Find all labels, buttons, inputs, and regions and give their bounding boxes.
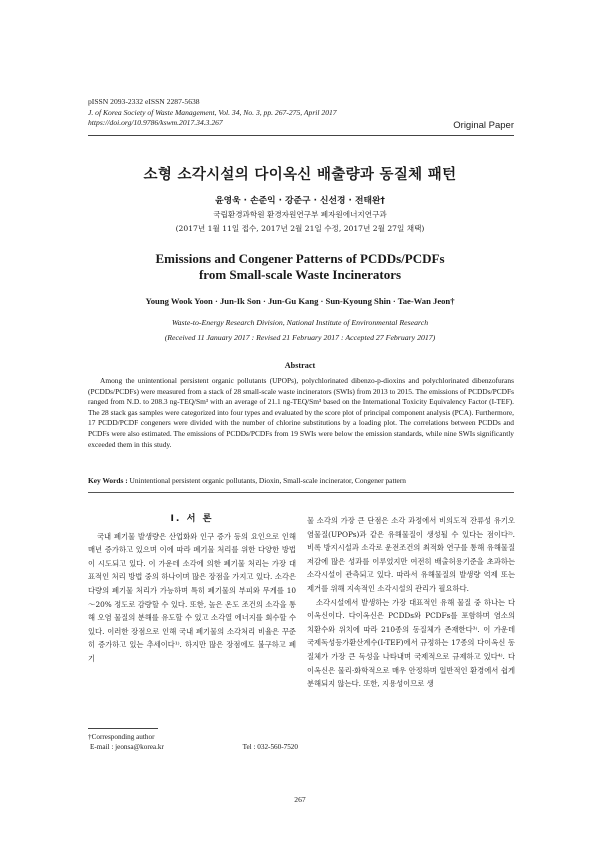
contact-row [88,742,298,752]
author-email[interactable]: E-mail : jeonsa@korea.kr [90,743,164,751]
korean-title: 소형 소각시설의 다이옥신 배출량과 동질체 패턴 [143,167,457,183]
intro-paragraph-1-continued: 물 소각의 가장 큰 단점은 소각 과정에서 비의도적 잔류성 유기오염물질(UPOPs)과 같은 유해물질이 생성될 수 있다는 점이다²⁾. 비록 방지시설과 소각로 운전조건의 최적화 연구를 통해 유해물질 저감에 많은 성과를 이루었지만 여전히 배출허용기준을 초과하는 소각시설이 관측되고 있다. 따라서 유해물질의 발생량 억제 또는 제거를 위해 지속적인 소각시설의 관리가 필요하다. [307,516,515,593]
intro-paragraph-1: 국내 폐기물 발생량은 산업화와 인구 증가 등의 요인으로 인해 매년 증가하고 있으며 이에 따라 폐기물 처리를 위한 다양한 방법이 시도되고 있다. 이 가운데 소각에 의한 폐기물 처리는 가장 대표적인 처리 방법 중의 하나이며 많은 장점을 가지고 있다. 소각은 다량의 폐기물 처리가 가능하며 특히 폐기물의 부피와 무게를 10～20% 정도로 감량할 수 있다. 또한, 높은 온도 조건의 소각을 통해 오염 물질의 분해를 유도할 수 있고 소각열 에너지를 회수할 수 있다. 이러한 장점으로 인해 국내 폐기물의 소각처리 비율은 꾸준히 증가하고 있는 추세이다¹⁾. 하지만 많은 장점에도 불구하고 폐기 [88,531,296,663]
english-title [0,251,600,283]
abstract-divider [88,492,514,493]
keywords [88,476,514,485]
keywords-label: Key Words : [88,476,128,485]
footnote [88,732,298,752]
issn-line: pISSN 2093-2332 eISSN 2287-5638 [88,97,200,106]
english-authors: Young Wook Yoon · Jun-Ik Son · Jun-Gu Kang · Sun-Kyoung Shin · Tae-Wan Jeon† [145,296,455,306]
footnote-divider [88,728,158,729]
doi-link[interactable]: https://doi.org/10.9786/kswm.2017.34.3.267 [88,118,223,127]
body-right-column [307,514,515,691]
korean-dates: (2017년 1월 11일 접수, 2017년 2월 21일 수정, 2017년 2월 27일 채택) [175,224,425,233]
author-phone: Tel : 032-560-7520 [242,743,298,751]
page-number: 267 [294,795,306,804]
header-divider [88,135,514,136]
korean-affiliation: 국립환경과학원 환경자원연구부 폐자원에너지연구과 [213,210,387,219]
english-title-line1: Emissions and Congener Patterns of PCDDs/PCDFs [155,251,445,266]
english-title-line2: from Small-scale Waste Incinerators [198,267,402,282]
body-left-column [88,512,296,666]
intro-paragraph-2: 소각시설에서 발생하는 가장 대표적인 유해 물질 중 하나는 다이옥신이다. 다이옥신은 PCDDs와 PCDFs를 포함하며 염소의 치환수와 위치에 따라 210종의 동질체가 존재한다³⁾. 이 가운데 국제독성등가환산계수(I-TEF)에서 규정하는 17종의 다이옥신 동질체가 가장 큰 독성을 나타내며 국제적으로 규제하고 있다⁴⁾. 다이옥신은 물리·화학적으로 매우 안정하며 일반적인 환경에서 쉽게 분해되지 않는다. 또한, 지용성이므로 생 [307,597,515,689]
journal-citation: J. of Korea Society of Waste Management, Vol. 34, No. 3, pp. 267-275, April 2017 [88,107,337,117]
section-title-introduction: I. 서 론 [170,513,214,524]
keywords-list: Unintentional persistent organic pollutants, Dioxin, Small-scale incinerator, Congener pattern [127,476,406,485]
abstract-heading: Abstract [284,361,316,370]
corresponding-author-label: †Corresponding author [88,733,155,741]
english-dates: (Received 11 January 2017 : Revised 21 February 2017 : Accepted 27 February 2017) [164,333,436,342]
english-affiliation: Waste-to-Energy Research Division, National Institute of Environmental Research [171,318,429,327]
korean-authors: 윤영욱 · 손준익 · 강준구 · 신선경 · 전태완† [215,196,385,206]
abstract-text: Among the unintentional persistent organic pollutants (UPOPs), polychlorinated dibenzo-p-dioxins and polychlorinated dibenzofurans (PCDDs/PCDFs) were measured from a stack of 28 small-scale waste incinerators (SWIs) from 2013 to 2015. The emissions of PCDDs/PCDFs ranged from N.D. to 208.3 ng-TEQ/Sm³ with an average of 21.1 ng-TEQ/Sm³ based on the International Toxicity Equivalency Factor (I-TEF). The 28 stack gas samples were categorized into four types and evaluated by the score plot of principal component analysis (PCA). Furthermore, 17 PCDD/PCDF congeners were divided with the number of chlorine substitutions by a loading plot. The correlations between PCDDs and PCDFs were also estimated. The emissions of PCDDs/PCDFs from 19 SWIs were below the emission standards, while nine SWIs significantly exceeded them in this study. [88,376,514,449]
article-type-badge: Original Paper [453,120,514,131]
